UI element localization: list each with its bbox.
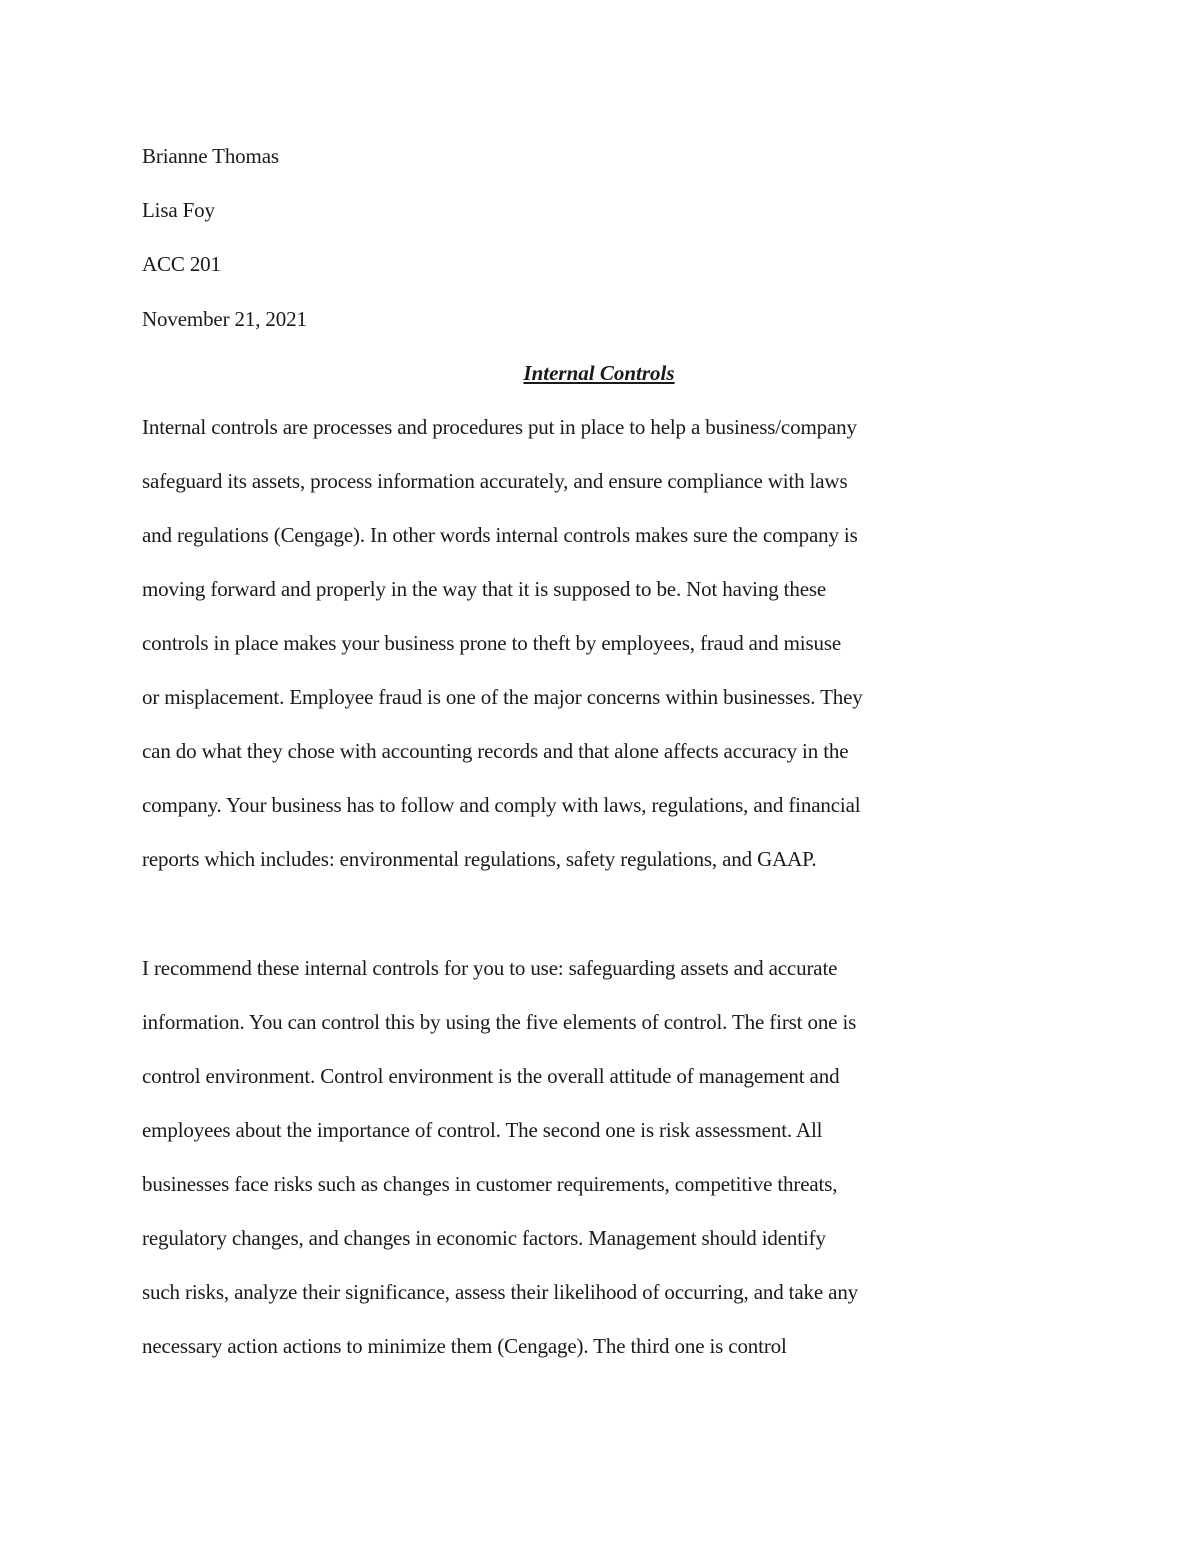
paragraph-line: or misplacement. Employee fraud is one of the major concerns within businesses. They bbox=[142, 685, 863, 709]
document-title: Internal Controls bbox=[523, 361, 675, 385]
paragraph-line: reports which includes: environmental regulations, safety regulations, and GAAP. bbox=[142, 847, 817, 871]
paragraph-line: Internal controls are processes and procedures put in place to help a business/company bbox=[142, 415, 857, 439]
course-code: ACC 201 bbox=[142, 252, 221, 276]
paragraph-line: necessary action actions to minimize them (Cengage). The third one is control bbox=[142, 1334, 787, 1358]
paragraph-line: regulatory changes, and changes in economic factors. Management should identify bbox=[142, 1226, 826, 1250]
paragraph-line: employees about the importance of control. The second one is risk assessment. All bbox=[142, 1118, 823, 1142]
paragraph-line: businesses face risks such as changes in customer requirements, competitive threats, bbox=[142, 1172, 838, 1196]
instructor-name: Lisa Foy bbox=[142, 198, 215, 222]
student-name: Brianne Thomas bbox=[142, 144, 279, 168]
paragraph-line: information. You can control this by using the five elements of control. The first one is bbox=[142, 1010, 857, 1034]
paragraph-line: and regulations (Cengage). In other words internal controls makes sure the company is bbox=[142, 523, 858, 547]
paragraph-line: controls in place makes your business prone to theft by employees, fraud and misuse bbox=[142, 631, 842, 655]
document-date: November 21, 2021 bbox=[142, 307, 307, 331]
paragraph-line: safeguard its assets, process information accurately, and ensure compliance with laws bbox=[142, 469, 848, 493]
paragraph-line: company. Your business has to follow and comply with laws, regulations, and financial bbox=[142, 793, 861, 817]
paragraph-line: I recommend these internal controls for you to use: safeguarding assets and accurate bbox=[142, 956, 838, 980]
paragraph-line: can do what they chose with accounting records and that alone affects accuracy in the bbox=[142, 739, 849, 763]
paragraph-line: moving forward and properly in the way that it is supposed to be. Not having these bbox=[142, 577, 827, 601]
paragraph-line: such risks, analyze their significance, assess their likelihood of occurring, and take any bbox=[142, 1280, 859, 1304]
paragraph-line: control environment. Control environment is the overall attitude of management and bbox=[142, 1064, 840, 1088]
